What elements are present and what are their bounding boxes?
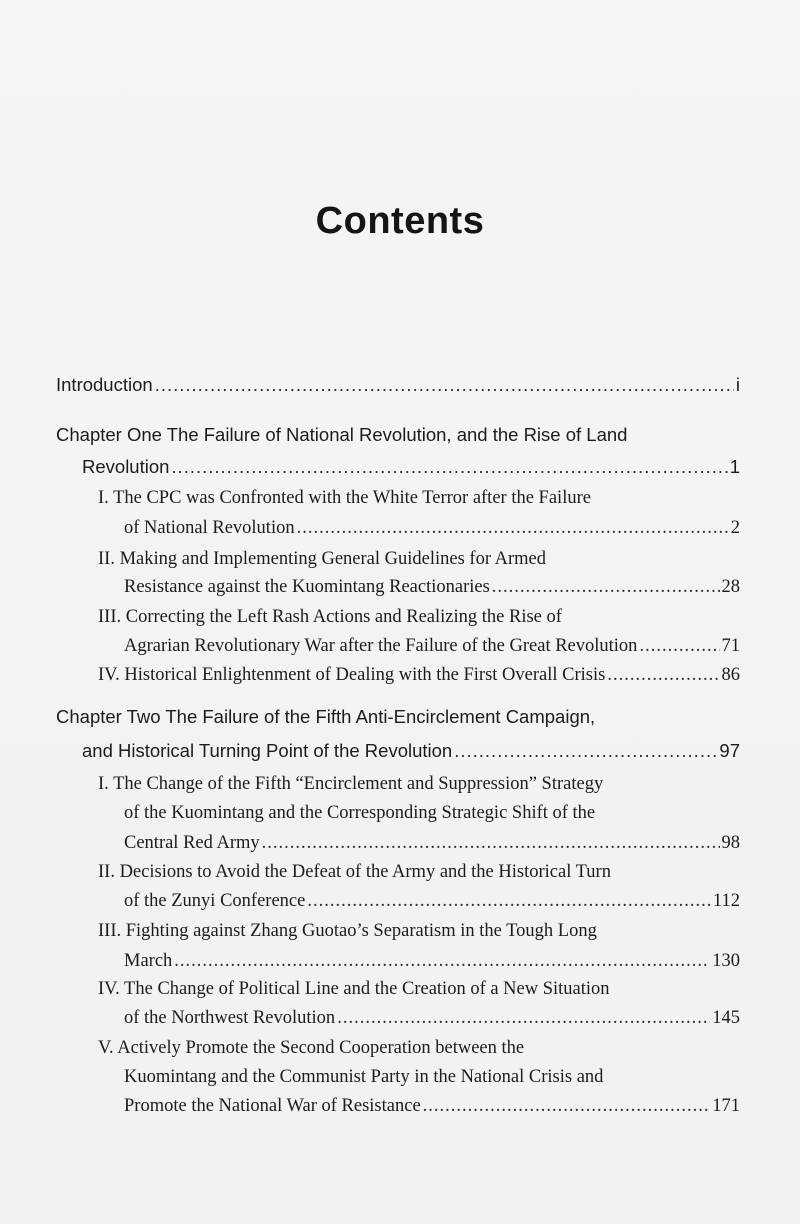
toc-entry-text: II. Decisions to Avoid the Defeat of the Army and the Historical Turn [98, 862, 611, 882]
toc-entry-page: 98 [721, 833, 740, 853]
toc-chapter-two [82, 740, 740, 762]
toc-section [124, 833, 740, 854]
toc-entry-text: I. The CPC was Confronted with the White Terror after the Failure [98, 488, 591, 508]
toc-section-heading [124, 1067, 740, 1088]
toc-entry-page: 86 [721, 665, 740, 685]
toc-entry-page: 145 [712, 1008, 740, 1028]
toc-entry-page: 112 [712, 891, 740, 911]
page-title: Contents [315, 200, 485, 242]
toc-entry-text: of the Northwest Revolution [124, 1008, 336, 1028]
toc-section [124, 1096, 740, 1117]
toc-section-heading [98, 921, 740, 942]
toc-entry-text: Kuomintang and the Communist Party in the National Crisis and [124, 1067, 604, 1087]
leader-dots [174, 951, 710, 972]
toc-entry-text: Resistance against the Kuomintang Reactionaries [124, 577, 490, 597]
toc-section [124, 1008, 740, 1029]
leader-dots [639, 636, 719, 657]
toc-section-heading [98, 607, 740, 628]
leader-dots [423, 1096, 711, 1117]
toc-entry-text: IV. Historical Enlightenment of Dealing with the First Overall Crisis [98, 665, 606, 685]
toc-section-heading [98, 979, 740, 1000]
toc-entry-text: of the Zunyi Conference [124, 891, 306, 911]
toc-section-heading [98, 488, 740, 509]
toc-section [98, 665, 740, 686]
toc-entry-text: of National Revolution [124, 518, 295, 538]
toc-entry-text: III. Correcting the Left Rash Actions and Realizing the Rise of [98, 607, 562, 627]
leader-dots [171, 456, 727, 478]
toc-entry-text: II. Making and Implementing General Guidelines for Armed [98, 549, 546, 569]
toc-section-heading [98, 774, 740, 795]
leader-dots [337, 1008, 710, 1029]
toc-section [124, 951, 740, 972]
toc-section-heading [98, 549, 740, 570]
toc-entry-text: I. The Change of the Fifth “Encirclement and Suppression” Strategy [98, 774, 604, 794]
toc-entry-text: IV. The Change of Political Line and the Creation of a New Situation [98, 979, 610, 999]
toc-section-heading [98, 862, 740, 883]
toc-entry-text: Promote the National War of Resistance [124, 1096, 421, 1116]
toc-entry-text: Agrarian Revolutionary War after the Failure of the Great Revolution [124, 636, 638, 656]
leader-dots [155, 374, 734, 396]
toc-section [124, 518, 740, 539]
toc-entry-text: Chapter Two The Failure of the Fifth Anti-Encirclement Campaign, [56, 706, 596, 727]
toc-chapter-two-heading [56, 706, 740, 728]
leader-dots [454, 740, 717, 762]
leader-dots [262, 833, 720, 854]
toc-entry-text: Introduction [56, 374, 153, 395]
toc-entry-text: and Historical Turning Point of the Revolution [82, 740, 453, 761]
toc-entry-text: V. Actively Promote the Second Cooperation between the [98, 1038, 525, 1058]
toc-chapter-one [82, 456, 740, 478]
toc-entry-page: 97 [719, 740, 740, 761]
toc-entry-text: of the Kuomintang and the Corresponding Strategic Shift of the [124, 803, 596, 823]
toc-chapter-one-heading [56, 424, 740, 446]
toc-section-heading [98, 1038, 740, 1059]
leader-dots [297, 518, 729, 539]
toc-section [124, 636, 740, 657]
toc-entry-page: 1 [729, 456, 740, 477]
leader-dots [307, 891, 711, 912]
toc-entry-page: 2 [730, 518, 740, 538]
leader-dots [492, 577, 720, 598]
toc-entry-text: Central Red Army [124, 833, 260, 853]
toc-entry-page: 28 [721, 577, 740, 597]
toc-entry-introduction [56, 374, 740, 396]
toc-section [124, 891, 740, 912]
leader-dots [607, 665, 719, 686]
toc-entry-text: Chapter One The Failure of National Revolution, and the Rise of Land [56, 424, 628, 445]
toc-entry-page: 130 [712, 951, 740, 971]
toc-entry-text: March [124, 951, 173, 971]
toc-entry-text: III. Fighting against Zhang Guotao’s Separatism in the Tough Long [98, 921, 597, 941]
toc-entry-page: i [735, 374, 740, 395]
toc-section-heading [124, 803, 740, 824]
toc-section [124, 577, 740, 598]
toc-entry-page: 71 [721, 636, 740, 656]
toc-entry-text: Revolution [82, 456, 170, 477]
toc-entry-page: 171 [712, 1096, 740, 1116]
